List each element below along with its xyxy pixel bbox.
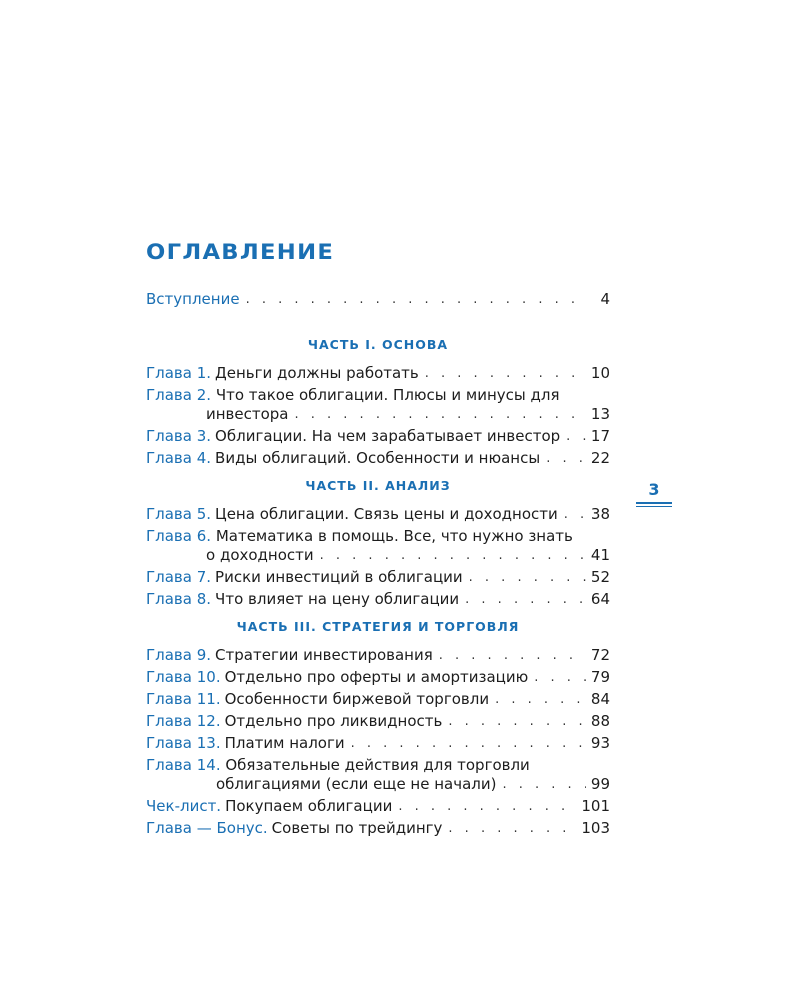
page-number-marker: [636, 480, 672, 507]
dot-leader: [564, 505, 586, 524]
toc-entry-page: 64: [590, 590, 610, 608]
toc-entry-title: Особенности биржевой торговли: [224, 690, 490, 708]
toc-entry[interactable]: [146, 427, 610, 446]
toc-entry-title: Риски инвестиций в облигации: [215, 568, 463, 586]
toc-entry-title-cont: облигациями (если еще не начали): [216, 775, 497, 793]
toc-entry-label: Глава 3.: [146, 427, 212, 445]
toc-entry-page: 4: [600, 290, 610, 308]
toc-entry-title: Отдельно про ликвидность: [224, 712, 443, 730]
dot-leader: [465, 590, 586, 609]
toc-entry-label: Глава 11.: [146, 690, 221, 708]
toc-entry[interactable]: [146, 505, 610, 524]
toc-entry[interactable]: [146, 646, 610, 665]
toc-entry-title: Виды облигаций. Особенности и нюансы: [215, 449, 541, 467]
toc-entry-title: Платим налоги: [224, 734, 345, 752]
toc-entry-title: Цена облигации. Связь цены и доходности: [215, 505, 558, 523]
toc-entry[interactable]: [146, 386, 610, 424]
toc-entry-title: Что такое облигации. Плюсы и минусы для: [215, 386, 560, 404]
toc-entry-title: Обязательные действия для торговли: [225, 756, 530, 774]
toc-entry-title-cont: инвестора: [206, 405, 289, 423]
part-heading-1: ЧАСТЬ I. ОСНОВА: [307, 337, 449, 352]
toc-entry[interactable]: [146, 568, 610, 587]
toc-entry[interactable]: [146, 756, 610, 794]
toc-entry-page: 88: [590, 712, 610, 730]
toc-entry-label: Чек-лист.: [146, 797, 222, 815]
toc-entry[interactable]: [146, 668, 610, 687]
toc-entry-title-cont: о доходности: [206, 546, 314, 564]
toc-entry-label: Глава 8.: [146, 590, 212, 608]
toc-entry-title: Стратегии инвестирования: [215, 646, 433, 664]
part-heading-3: ЧАСТЬ III. СТРАТЕГИЯ И ТОРГОВЛЯ: [236, 619, 520, 634]
toc-entry-label: Глава 1.: [146, 364, 212, 382]
toc-entry[interactable]: [146, 819, 610, 838]
toc-entry-title: Деньги должны работать: [215, 364, 419, 382]
table-of-contents: [146, 290, 610, 838]
toc-entry[interactable]: [146, 364, 610, 383]
toc-entry-page: 99: [590, 775, 610, 793]
toc-entry-label: Глава 9.: [146, 646, 212, 664]
toc-entry-page: 10: [590, 364, 610, 382]
toc-entry-page: 93: [590, 734, 610, 752]
toc-entry-page: 17: [590, 427, 610, 445]
toc-entry-page: 79: [590, 668, 610, 686]
toc-entry[interactable]: [146, 590, 610, 609]
toc-entry[interactable]: [146, 527, 610, 565]
page-number-underline: [636, 502, 672, 504]
toc-entry-intro[interactable]: [146, 290, 610, 309]
dot-leader: [502, 775, 586, 794]
page-number-underline-thin: [636, 506, 672, 507]
toc-entry[interactable]: [146, 449, 610, 468]
dot-leader: [439, 646, 586, 665]
toc-entry-label: Глава 10.: [146, 668, 221, 686]
toc-entry-label: Глава 14.: [146, 756, 221, 774]
toc-entry-label: Глава 4.: [146, 449, 212, 467]
dot-leader: [320, 546, 586, 565]
toc-entry-title: Отдельно про оферты и амортизацию: [224, 668, 529, 686]
toc-entry[interactable]: [146, 690, 610, 709]
toc-entry-title: Облигации. На чем зарабатывает инвестор: [215, 427, 561, 445]
dot-leader: [546, 449, 586, 468]
toc-entry-label: Глава — Бонус.: [146, 819, 268, 837]
toc-entry-page: 41: [590, 546, 610, 564]
toc-entry[interactable]: [146, 734, 610, 753]
dot-leader: [246, 290, 586, 309]
toc-entry-label: Глава 6.: [146, 527, 212, 545]
dot-leader: [425, 364, 586, 383]
toc-entry[interactable]: [146, 712, 610, 731]
toc-entry-page: 84: [590, 690, 610, 708]
toc-entry-page: 22: [590, 449, 610, 467]
dot-leader: [469, 568, 586, 587]
part-heading-2: ЧАСТЬ II. АНАЛИЗ: [305, 478, 451, 493]
toc-entry-title: Покупаем облигации: [225, 797, 393, 815]
toc-title: ОГЛАВЛЕНИЕ: [146, 240, 335, 264]
toc-entry[interactable]: [146, 797, 610, 816]
toc-entry-label: Глава 12.: [146, 712, 221, 730]
toc-entry-page: 38: [590, 505, 610, 523]
dot-leader: [295, 405, 587, 424]
toc-entry-page: 13: [590, 405, 610, 423]
toc-entry-title: Что влияет на цену облигации: [215, 590, 460, 608]
toc-entry-page: 101: [581, 797, 610, 815]
toc-entry-label: Глава 7.: [146, 568, 212, 586]
page-number: 3: [648, 480, 660, 499]
toc-entry-title: Математика в помощь. Все, что нужно знать: [215, 527, 573, 545]
toc-entry-label: Вступление: [146, 290, 240, 308]
dot-leader: [398, 797, 577, 816]
toc-entry-label: Глава 2.: [146, 386, 212, 404]
toc-entry-page: 103: [581, 819, 610, 837]
dot-leader: [534, 668, 586, 687]
toc-entry-label: Глава 13.: [146, 734, 221, 752]
dot-leader: [351, 734, 586, 753]
dot-leader: [566, 427, 586, 446]
toc-entry-page: 72: [590, 646, 610, 664]
dot-leader: [448, 712, 586, 731]
toc-entry-title: Советы по трейдингу: [271, 819, 443, 837]
toc-entry-page: 52: [590, 568, 610, 586]
toc-entry-label: Глава 5.: [146, 505, 212, 523]
dot-leader: [495, 690, 586, 709]
dot-leader: [448, 819, 577, 838]
